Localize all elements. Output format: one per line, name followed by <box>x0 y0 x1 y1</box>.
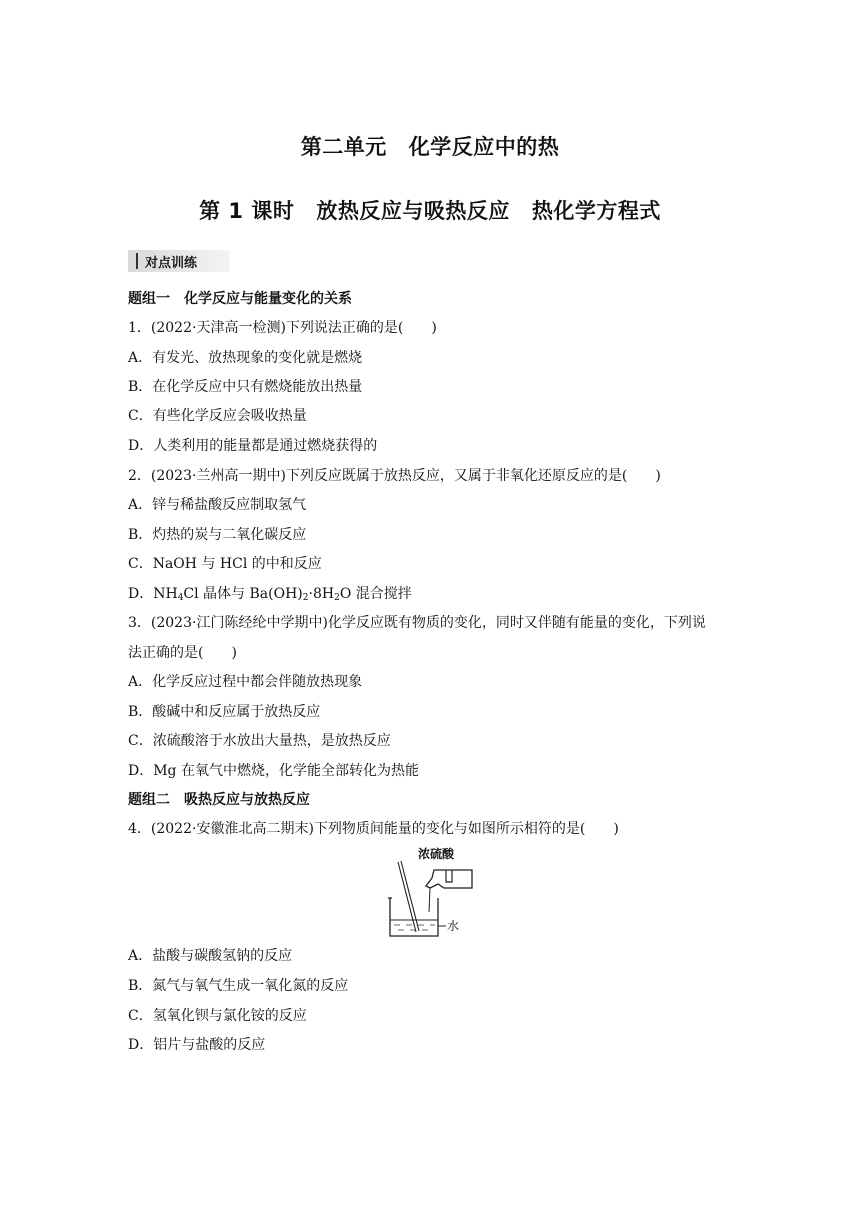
group-1-label: 题组一 <box>128 291 170 307</box>
question-1-stem: 1．(2022·天津高一检测)下列说法正确的是( ) <box>128 320 437 336</box>
group-heading-2 <box>128 790 310 810</box>
group-2-label: 题组二 <box>128 792 170 808</box>
group-2-text: 吸热反应与放热反应 <box>184 792 310 808</box>
q2d-sub3: 2 <box>334 593 340 603</box>
q2d-mid1: Cl 晶体与 Ba(OH) <box>183 586 303 602</box>
unit-title-part2: 化学反应中的热 <box>408 135 560 159</box>
question-2-stem: 2．(2023·兰州高一期中)下列反应既属于放热反应，又属于非氧化还原反应的是( ) <box>128 468 661 484</box>
group-heading-1 <box>128 289 352 309</box>
question-4-option-b: B．氮气与氧气生成一氧化氮的反应 <box>128 978 349 994</box>
question-1-option-d: D．人类利用的能量都是通过燃烧获得的 <box>128 438 378 454</box>
lesson-title <box>0 195 860 225</box>
acid-stream <box>429 888 430 912</box>
question-3-stem-line2: 法正确的是( ) <box>128 645 237 661</box>
question-3-stem-line1: 3．(2023·江门陈经纶中学期中)化学反应既有物质的变化，同时又伴随有能量的变化，下列说 <box>128 615 706 631</box>
beaker-figure <box>380 842 480 942</box>
question-4-option-c: C．氢氧化钡与氯化铵的反应 <box>128 1008 307 1024</box>
question-2-option-b: B．灼热的炭与二氧化碳反应 <box>128 527 307 543</box>
section-tag-bar <box>136 253 138 269</box>
unit-title <box>0 131 860 161</box>
lesson-title-part1: 第 1 课时 <box>199 199 295 223</box>
question-3-option-a: A．化学反应过程中都会伴随放热现象 <box>128 674 363 690</box>
question-2-option-d <box>128 584 412 608</box>
acid-bottle <box>426 870 472 888</box>
figure-label-acid: 浓硫酸 <box>418 847 455 861</box>
question-4-stem: 4．(2022·安徽淮北高二期末)下列物质间能量的变化与如图所示相符的是( ) <box>128 821 619 837</box>
section-tag <box>128 250 230 272</box>
question-4-option-d: D．铝片与盐酸的反应 <box>128 1037 266 1053</box>
acid-bottle-neck <box>446 870 452 882</box>
question-3-option-d: D．Mg 在氧气中燃烧，化学能全部转化为热能 <box>128 763 419 779</box>
q2d-post: O 混合搅拌 <box>339 586 412 602</box>
unit-title-part1: 第二单元 <box>300 135 387 159</box>
glass-rod-a <box>398 862 416 932</box>
lesson-title-part3: 热化学方程式 <box>531 199 661 223</box>
question-4-option-a: A．盐酸与碳酸氢钠的反应 <box>128 948 293 964</box>
q2d-pre: D．NH <box>128 586 178 602</box>
q2d-mid2: ·8H <box>308 586 335 602</box>
lesson-title-part2: 放热反应与吸热反应 <box>316 199 510 223</box>
question-1-option-b: B．在化学反应中只有燃烧能放出热量 <box>128 379 363 395</box>
question-3-option-b: B．酸碱中和反应属于放热反应 <box>128 704 321 720</box>
question-2-option-a: A．锌与稀盐酸反应制取氢气 <box>128 497 307 513</box>
section-tag-label: 对点训练 <box>145 256 198 271</box>
question-2-option-c: C．NaOH 与 HCl 的中和反应 <box>128 556 322 572</box>
q2d-sub1: 4 <box>177 593 184 603</box>
question-3-option-c: C．浓硫酸溶于水放出大量热，是放热反应 <box>128 733 391 749</box>
figure-label-water: 水 <box>447 919 460 933</box>
group-1-text: 化学反应与能量变化的关系 <box>184 291 352 307</box>
q2d-sub2: 2 <box>302 593 309 603</box>
question-1-option-c: C．有些化学反应会吸收热量 <box>128 408 307 424</box>
question-1-option-a: A．有发光、放热现象的变化就是燃烧 <box>128 350 363 366</box>
